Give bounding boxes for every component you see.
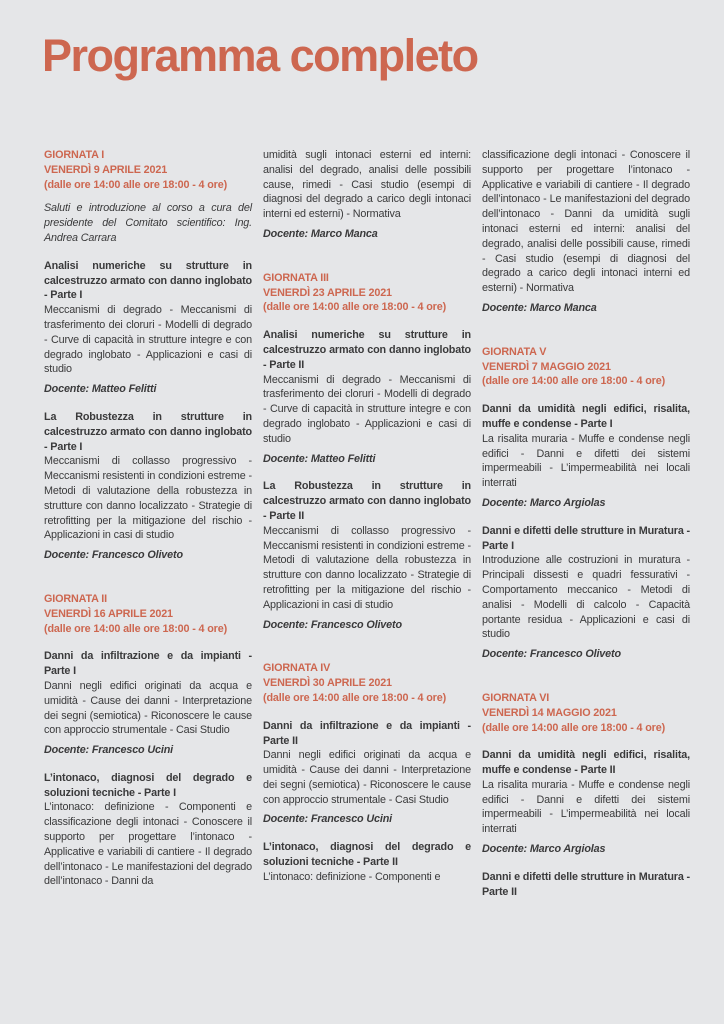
day-label: GIORNATA III — [263, 271, 329, 284]
course-title: Analisi numeriche su strutture in calcestruzzo armato con danno inglobato - Parte I — [44, 259, 252, 302]
day-label: GIORNATA IV — [263, 662, 331, 675]
day-header-giornata-4 — [263, 661, 471, 705]
docente-line: Docente: Marco Argiolas — [482, 496, 606, 509]
course-title: L’intonaco, diagnosi del degrado e soluzioni tecniche - Parte I — [44, 771, 252, 799]
day-header-giornata-2 — [44, 592, 252, 636]
docente-line: Docente: Marco Argiolas — [482, 843, 606, 856]
columns-container — [44, 148, 690, 899]
course-description-continued: umidità sugli intonaci esterni ed interni: analisi del degrado, analisi delle possibili cause, rimedi - Casi studio (esempi di diagnosi del degrado a carico degli intonaci interni ed esterni) - Normativa — [263, 149, 471, 221]
docente-line: Docente: Matteo Felitti — [263, 452, 376, 465]
course-title: Danni e difetti delle strutture in Muratura - Parte II — [482, 870, 691, 898]
course-title: Danni e difetti delle strutture in Muratura - Parte I — [482, 524, 691, 552]
day-time: (dalle ore 14:00 alle ore 18:00 - 4 ore) — [44, 178, 228, 191]
day-time: (dalle ore 14:00 alle ore 18:00 - 4 ore) — [44, 622, 228, 635]
page-title: Programma completo — [42, 30, 478, 81]
day-label: GIORNATA II — [44, 592, 107, 605]
course-title: La Robustezza in strutture in calcestruzzo armato con danno inglobato - Parte I — [44, 410, 252, 453]
day-label: GIORNATA VI — [482, 691, 550, 704]
day-time: (dalle ore 14:00 alle ore 18:00 - 4 ore) — [482, 721, 666, 734]
day-header-giornata-1 — [44, 148, 252, 192]
course-description: Meccanismi di collasso progressivo - Meccanismi resistenti in condizioni estreme - Metodi di valutazione della robustezza in strutture con danno localizzato - Strategie di retrofitting per la mitigazione del rischio - Applicazioni in casi di studio — [263, 524, 471, 611]
course-description: Meccanismi di degrado - Meccanismi di trasferimento dei cloruri - Modelli di degrado - Curve di capacità in strutture integre e con degrado inglobato - Applicazioni e casi di studio — [44, 304, 252, 376]
course-title: Danni da umidità negli edifici, risalita, muffe e condense - Parte II — [482, 749, 690, 777]
docente-line: Docente: Francesco Oliveto — [44, 549, 183, 562]
day-date: VENERDÌ 9 APRILE 2021 — [44, 163, 168, 176]
intro-note: Saluti e introduzione al corso a cura del presidente del Comitato scientifico: Ing. Andrea Carrara — [44, 202, 252, 244]
day-date: VENERDÌ 16 APRILE 2021 — [44, 607, 173, 620]
day-time: (dalle ore 14:00 alle ore 18:00 - 4 ore) — [263, 301, 447, 314]
day-time: (dalle ore 14:00 alle ore 18:00 - 4 ore) — [263, 691, 447, 704]
column-2 — [263, 148, 471, 885]
docente-line: Docente: Francesco Oliveto — [263, 618, 402, 631]
day-label: GIORNATA I — [44, 149, 105, 161]
course-description: Meccanismi di degrado - Meccanismi di trasferimento dei cloruri - Modelli di degrado - Curve di capacità in strutture integre e con degrado inglobato - Applicazioni e casi di studio — [263, 373, 471, 445]
column-1 — [44, 148, 252, 889]
docente-line: Docente: Francesco Oliveto — [482, 648, 621, 661]
course-description-continued: classificazione degli intonaci - Conoscere il supporto per progettare l’intonaco - Applicative e variabili di cantiere - Il degrado dell’intonaco - Le manifestazioni del degrado dell’intonaco - Danni da umidità sugli intonaci esterni ed interni: analisi del degrado, analisi delle possibili cause, rimedi - Casi studio (esempi di diagnosi del degrado a carico degli intonaci interni ed esterni) - Normativa — [482, 149, 690, 295]
course-title: L’intonaco, diagnosi del degrado e soluzioni tecniche - Parte II — [263, 841, 471, 869]
course-description: La risalita muraria - Muffe e condense negli edifici - Danni e difetti dei sistemi impermeabili - L’impermeabilità nei locali interrati — [482, 778, 690, 836]
docente-line: Docente: Matteo Felitti — [44, 383, 157, 396]
course-title: La Robustezza in strutture in calcestruzzo armato con danno inglobato - Parte II — [263, 480, 471, 522]
day-date: VENERDÌ 30 APRILE 2021 — [263, 677, 392, 690]
day-date: VENERDÌ 23 APRILE 2021 — [263, 286, 392, 299]
docente-line: Docente: Francesco Ucini — [263, 813, 392, 826]
day-date: VENERDÌ 7 MAGGIO 2021 — [482, 360, 611, 373]
docente-line: Docente: Marco Manca — [482, 301, 597, 314]
docente-line: Docente: Marco Manca — [263, 227, 378, 240]
course-title: Analisi numeriche su strutture in calcestruzzo armato con danno inglobato - Parte II — [263, 329, 471, 371]
course-title: Danni da umidità negli edifici, risalita, muffe e condense - Parte I — [482, 403, 690, 430]
course-description: Danni negli edifici originati da acqua e umidità - Cause dei danni - Interpretazione dei segni (semiotica) - Riconoscere le cause con approccio strumentale - Casi Studio — [263, 749, 471, 806]
course-title: Danni da infiltrazione e da impianti - Parte II — [263, 719, 471, 747]
day-header-giornata-3 — [263, 271, 471, 315]
course-description: L’intonaco: definizione - Componenti e classificazione degli intonaci - Conoscere il supporto per progettare l’intonaco - Applicative e variabili di cantiere - Il degrado dell’intonaco - Le manifestazioni del degrado dell’intonaco - Danni da — [44, 801, 252, 888]
day-header-giornata-6 — [482, 691, 690, 735]
day-date: VENERDÌ 14 MAGGIO 2021 — [482, 706, 617, 719]
course-title: Danni da infiltrazione e da impianti - Parte I — [44, 650, 252, 678]
day-header-giornata-5 — [482, 345, 690, 389]
course-description: Danni negli edifici originati da acqua e umidità - Cause dei danni - Interpretazione dei segni (semiotica) - Riconoscere le cause con approccio strumentale - Casi Studio — [44, 679, 252, 737]
day-time: (dalle ore 14:00 alle ore 18:00 - 4 ore) — [482, 375, 666, 388]
docente-line: Docente: Francesco Ucini — [44, 744, 173, 757]
day-label: GIORNATA V — [482, 345, 547, 358]
course-description: L’intonaco: definizione - Componenti e — [263, 870, 441, 883]
course-description: Meccanismi di collasso progressivo - Meccanismi resistenti in condizioni estreme - Metodi di valutazione della robustezza in strutture con danno localizzato - Strategie di retrofitting per la mitigazione del rischio - Applicazioni in casi di studio — [44, 455, 252, 542]
course-description: La risalita muraria - Muffe e condense negli edifici - Danni e difetti dei sistemi impermeabili - L’impermeabilità nei locali interrati — [482, 432, 690, 490]
column-3 — [482, 148, 690, 899]
course-description: Introduzione alle costruzioni in muratura - Principali dissesti e quadri fessurativi - Comportamento meccanico - Metodi di analisi - Modelli di calcolo - Capacità portante residua - Applicazioni e casi di studio — [482, 554, 690, 641]
